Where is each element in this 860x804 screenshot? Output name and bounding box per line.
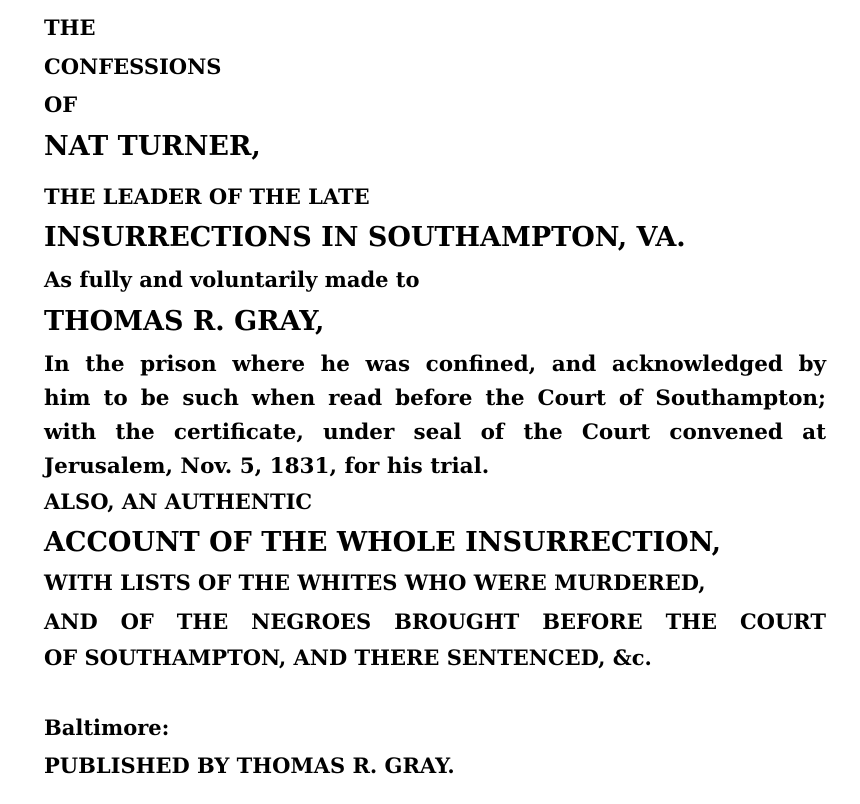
title-line-of: OF xyxy=(44,92,78,117)
description-line-4: Jerusalem, Nov. 5, 1831, for his trial. xyxy=(44,454,490,479)
imprint-city: Baltimore: xyxy=(44,715,170,740)
title-line-the: THE xyxy=(44,15,96,40)
title-line-confessions: CONFESSIONS xyxy=(44,54,222,79)
made-to-person: THOMAS R. GRAY, xyxy=(44,306,325,337)
made-to-intro: As fully and voluntarily made to xyxy=(44,267,420,292)
also-line-3: WITH LISTS OF THE WHITES WHO WERE MURDERED, xyxy=(44,570,706,595)
also-line-5: OF SOUTHAMPTON, AND THERE SENTENCED, &c. xyxy=(44,645,652,670)
leader-line: THE LEADER OF THE LATE xyxy=(44,184,370,209)
subject-name: NAT TURNER, xyxy=(44,131,261,162)
description-line-2: him to be such when read before the Court of Southampton; xyxy=(44,386,826,411)
imprint-publisher: PUBLISHED BY THOMAS R. GRAY. xyxy=(44,753,455,778)
also-line-1: ALSO, AN AUTHENTIC xyxy=(44,489,313,514)
description-line-1: In the prison where he was confined, and acknowledged by xyxy=(44,352,826,377)
description-line-3: with the certificate, under seal of the Court convened at xyxy=(44,420,826,445)
insurrections-line: INSURRECTIONS IN SOUTHAMPTON, VA. xyxy=(44,222,686,253)
also-line-2: ACCOUNT OF THE WHOLE INSURRECTION, xyxy=(44,527,722,558)
also-line-4: AND OF THE NEGROES BROUGHT BEFORE THE COURT xyxy=(44,609,826,634)
